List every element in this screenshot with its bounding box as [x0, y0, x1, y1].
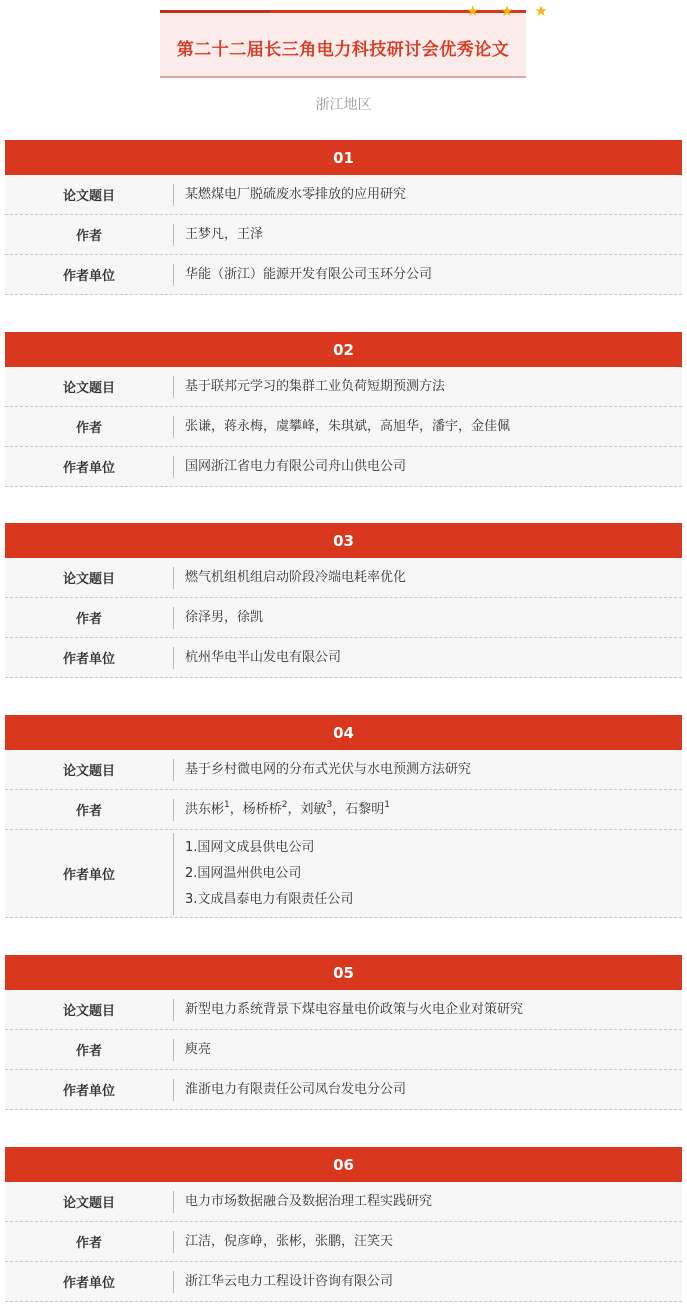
row-label: 作者: [75, 1044, 102, 1059]
affiliation-number: 1: [224, 799, 230, 810]
row-label: 论文题目: [62, 1004, 115, 1019]
affiliation-number: 2: [281, 799, 288, 810]
table-row: [5, 638, 682, 678]
paper-table: [5, 523, 682, 678]
paper-unit: 杭州华电半山发电有限公司: [173, 647, 682, 669]
paper-unit: 国网浙江省电力有限公司舟山供电公司: [173, 456, 682, 478]
paper-table: [5, 715, 682, 918]
row-label: 作者单位: [62, 652, 115, 667]
paper-title: 燃气机组机组启动阶段冷端电耗率优化: [173, 567, 682, 589]
paper-authors: [173, 799, 682, 821]
table-row: [5, 175, 682, 215]
paper-number: 01: [5, 140, 682, 175]
table-row: [5, 1182, 682, 1222]
paper-unit: 浙江华云电力工程设计咨询有限公司: [173, 1271, 682, 1293]
article-header: [0, 0, 687, 140]
row-label: 作者: [75, 612, 102, 627]
table-row: [5, 750, 682, 790]
table-row: [5, 1262, 682, 1302]
table-row: [5, 407, 682, 447]
row-label: 作者单位: [62, 461, 115, 476]
paper-title: 基于乡村微电网的分布式光伏与水电预测方法研究: [173, 759, 682, 781]
paper-number: 02: [5, 332, 682, 367]
paper-unit: 华能（浙江）能源开发有限公司玉环分公司: [173, 264, 682, 286]
table-row: [5, 790, 682, 830]
paper-title: 某燃煤电厂脱硫废水零排放的应用研究: [173, 184, 682, 206]
paper-title: 基于联邦元学习的集群工业负荷短期预测方法: [173, 376, 682, 398]
row-label: 作者: [75, 421, 102, 436]
paper-number: 03: [5, 523, 682, 558]
table-row: [5, 447, 682, 487]
affiliation-number: 3: [326, 799, 333, 810]
paper-title: 新型电力系统背景下煤电容量电价政策与火电企业对策研究: [173, 999, 682, 1021]
row-label: 论文题目: [62, 1196, 115, 1211]
row-label: 作者: [75, 1236, 102, 1251]
table-row: [5, 830, 682, 918]
row-label: 作者单位: [62, 269, 115, 284]
paper-table: [5, 955, 682, 1110]
star-decoration-icon: ★ ★ ★: [466, 2, 556, 20]
paper-authors: 徐泽男，徐凯: [173, 607, 682, 629]
page-title: 第二十二届长三角电力科技研讨会优秀论文: [176, 40, 510, 60]
paper-title: 电力市场数据融合及数据治理工程实践研究: [173, 1191, 682, 1213]
unit-item: 3.文成昌泰电力有限责任公司: [185, 891, 354, 907]
paper-authors: 张谦，蒋永梅，虞攀峰，朱琪斌，高旭华，潘宇，金佳佩: [173, 416, 682, 438]
paper-table: [5, 1147, 682, 1302]
unit-item: 2.国网温州供电公司: [185, 865, 302, 881]
paper-unit: 淮浙电力有限责任公司凤台发电分公司: [173, 1079, 682, 1101]
row-label: 作者: [75, 804, 102, 819]
table-row: [5, 1030, 682, 1070]
row-label: 论文题目: [62, 381, 115, 396]
row-label: 作者单位: [62, 1276, 115, 1291]
paper-table: [5, 332, 682, 487]
row-label: 论文题目: [62, 572, 115, 587]
table-row: [5, 598, 682, 638]
row-label: 作者单位: [62, 1084, 115, 1099]
paper-authors: 庾亮: [173, 1039, 682, 1061]
table-row: [5, 367, 682, 407]
table-row: [5, 1070, 682, 1110]
paper-unit: [173, 833, 682, 915]
region-subtitle: 浙江地区: [315, 97, 372, 113]
row-label: 论文题目: [62, 189, 115, 204]
unit-item: 1.国网文成县供电公司: [185, 839, 315, 855]
table-row: [5, 215, 682, 255]
paper-number: 05: [5, 955, 682, 990]
author-name: ，杨桥桥: [229, 801, 282, 817]
row-label: 作者单位: [62, 868, 115, 883]
affiliation-number: 1: [384, 799, 390, 810]
paper-number: 04: [5, 715, 682, 750]
table-row: [5, 255, 682, 295]
table-row: [5, 990, 682, 1030]
author-name: ，刘敏: [287, 801, 327, 817]
author-name: 洪东彬: [185, 801, 225, 817]
row-label: 作者: [75, 229, 102, 244]
paper-authors: 王梦凡，王泽: [173, 224, 682, 246]
paper-authors: 江洁，倪彦峥，张彬，张鹏，汪笑天: [173, 1231, 682, 1253]
paper-number: 06: [5, 1147, 682, 1182]
table-row: [5, 1222, 682, 1262]
table-row: [5, 558, 682, 598]
paper-table: [5, 140, 682, 295]
author-name: ，石黎明: [332, 801, 385, 817]
row-label: 论文题目: [62, 764, 115, 779]
title-banner: [160, 10, 526, 78]
